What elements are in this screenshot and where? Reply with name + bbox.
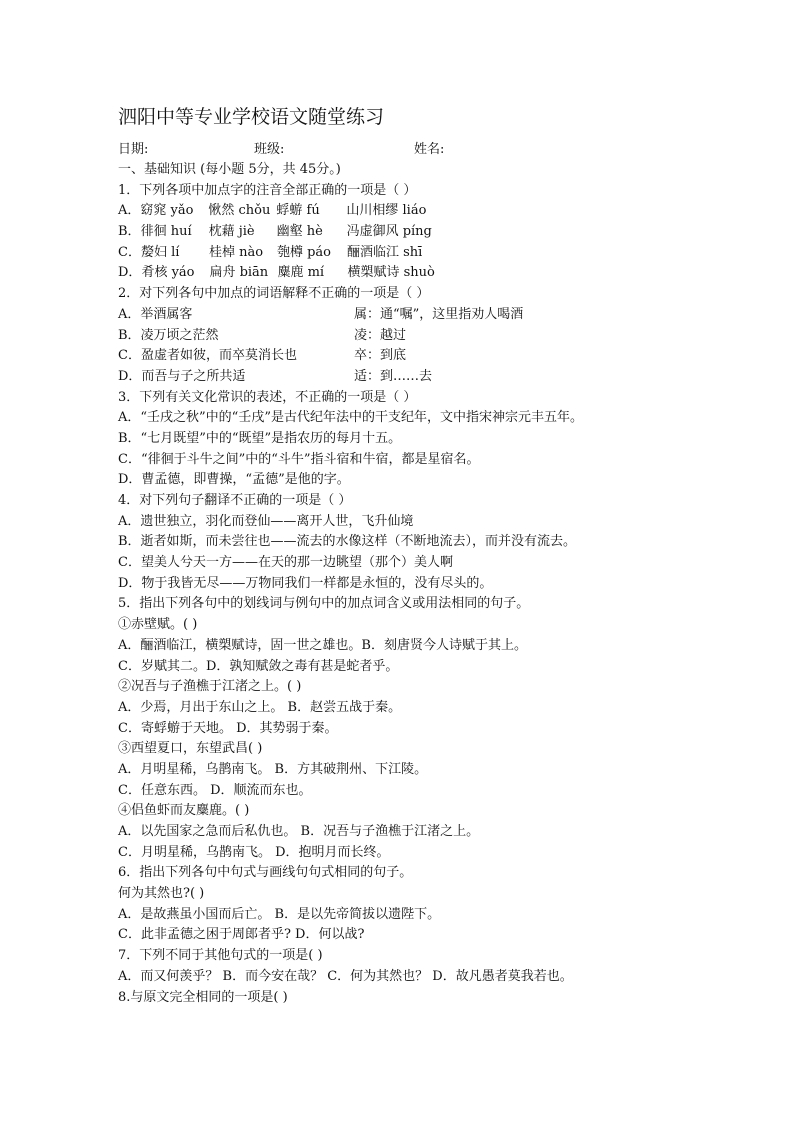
text-line: B．“七月既望”中的“既望”是指农历的每月十五。 (118, 430, 402, 446)
text-line: 3．下列有关文化常识的表述，不正确的一项是（ ） (118, 389, 417, 405)
text-line: 4．对下列句子翻译不正确的一项是（ ） (118, 493, 352, 508)
name-label: 姓名: (414, 142, 445, 157)
text-line: ④侣鱼虾而友麋鹿。( ) (118, 803, 250, 819)
option-sentence: D．而吾与子之所共适 (118, 368, 246, 384)
text-line (118, 326, 678, 347)
option-item: 桂棹 nào (208, 244, 264, 260)
text-line: A．月明星稀，乌鹊南飞。 B．方其破荆州、下江陵。 (118, 761, 428, 777)
text-line (118, 305, 678, 326)
option-explanation: 卒：到底 (354, 348, 407, 364)
text-line: A．遗世独立，羽化而登仙——离开人世，飞升仙境 (118, 513, 414, 529)
option-letter: D． (118, 265, 142, 281)
option-item: 蜉蝣 fú (276, 203, 320, 219)
text-line (118, 222, 678, 243)
text-line: D．曹孟德，即曹操，“孟德”是他的字。 (118, 472, 350, 488)
date-label: 日期: (118, 142, 149, 157)
option-item: 窈窕 yǎo (140, 203, 194, 219)
option-item: 冯虚御风 píng (346, 224, 432, 240)
option-item: 麋鹿 mí (277, 265, 325, 281)
text-line: A．少焉，月出于东山之上。 B．赵尝五战于秦。 (118, 699, 402, 715)
option-letter: C． (118, 244, 141, 260)
text-line: 1．下列各项中加点字的注音全部正确的一项是（ ） (118, 182, 417, 198)
text-line (118, 201, 678, 222)
option-item: 山川相缪 liáo (346, 203, 427, 219)
text-line (118, 367, 678, 388)
text-line: ③西望夏口，东望武昌( ) (118, 741, 263, 757)
text-line: C．望美人兮天一方——在天的那一边眺望（那个）美人啊 (118, 555, 453, 571)
text-line: 5．指出下列各句中的划线词与例句中的加点词含义或用法相同的句子。 (118, 596, 530, 612)
option-explanation: 属：通“嘱”，这里指劝人喝酒 (354, 306, 524, 322)
option-sentence: C．盈虚者如彼，而卒莫消长也 (118, 348, 297, 364)
text-line: 2．对下列各句中加点的词语解释不正确的一项是（ ） (118, 286, 430, 302)
option-item: 愀然 chǒu (208, 203, 271, 219)
text-line: A．而又何羡乎？ B．而今安在哉？ C．何为其然也？ D．故凡愚者莫我若也。 (118, 968, 573, 984)
text-line: B．逝者如斯，而未尝往也——流去的水像这样（不断地流去），而并没有流去。 (118, 534, 577, 550)
text-line: A．以先国家之急而后私仇也。 B．况吾与子渔樵于江渚之上。 (118, 824, 480, 839)
option-letter: A． (118, 203, 141, 219)
option-explanation: 适：到……去 (354, 368, 433, 384)
option-explanation: 凌：越过 (354, 327, 407, 343)
option-item: 嫠妇 lí (140, 244, 180, 260)
text-line: C．此非孟德之困于周郎者乎? D．何以战? (118, 927, 365, 943)
text-line: ①赤壁赋。( ) (118, 617, 198, 633)
text-line: C．任意东西。 D．顺流而东也。 (118, 782, 312, 798)
option-item: 枕藉 jiè (208, 224, 255, 240)
text-line: 何为其然也?( ) (118, 886, 205, 902)
text-line: A．“壬戌之秋”中的“壬戌”是古代纪年法中的干支纪年，文中指宋神宗元丰五年。 (118, 410, 583, 426)
text-line: 7．下列不同于其他句式的一项是( ) (118, 948, 323, 964)
text-line: C．寄蜉蝣于天地。 D．其势弱于秦。 (118, 720, 338, 736)
page-title: 泗阳中等专业学校语文随堂练习 (118, 106, 385, 128)
option-item: 酾酒临江 shī (346, 244, 423, 260)
text-line: 8.与原文完全相同的一项是( ) (118, 989, 288, 1005)
option-sentence: A．举酒属客 (118, 306, 193, 322)
option-item: 肴核 yáo (141, 265, 195, 281)
option-item: 匏樽 páo (276, 244, 331, 260)
exercise-body (118, 160, 678, 1008)
text-line: 6．指出下列各句中句式与画线句句式相同的句子。 (118, 865, 413, 881)
text-line: C．“徘徊于斗牛之间”中的“斗牛”指斗宿和牛宿，都是星宿名。 (118, 451, 480, 467)
text-line: ②况吾与子渔樵于江渚之上。( ) (118, 679, 302, 695)
text-line: A．是故燕虽小国而后亡。 B．是以先帝简拔以遗陛下。 (118, 906, 441, 922)
text-line: C．岁赋其二。D．孰知赋敛之毒有甚是蛇者乎。 (118, 658, 399, 674)
option-sentence: B．凌万顷之茫然 (118, 327, 219, 343)
option-item: 扁舟 biān (209, 265, 269, 281)
option-item: 幽壑 hè (276, 224, 323, 240)
text-line (118, 263, 678, 284)
text-line: C．月明星稀，乌鹊南飞。 D．抱明月而长终。 (118, 844, 390, 860)
text-line (118, 346, 678, 367)
option-letter: B． (118, 224, 141, 240)
option-item: 横槊赋诗 shuò (347, 265, 435, 281)
class-label: 班级: (254, 142, 285, 157)
text-line (118, 243, 678, 264)
text-line: D．物于我皆无尽——万物同我们一样都是永恒的，没有尽头的。 (118, 575, 493, 591)
text-line: A．酾酒临江，横槊赋诗，固一世之雄也。B．刻唐贤今人诗赋于其上。 (118, 637, 527, 653)
text-line: 一、基础知识 (每小题 5分，共 45分。) (118, 162, 341, 177)
option-item: 徘徊 huí (140, 224, 192, 240)
